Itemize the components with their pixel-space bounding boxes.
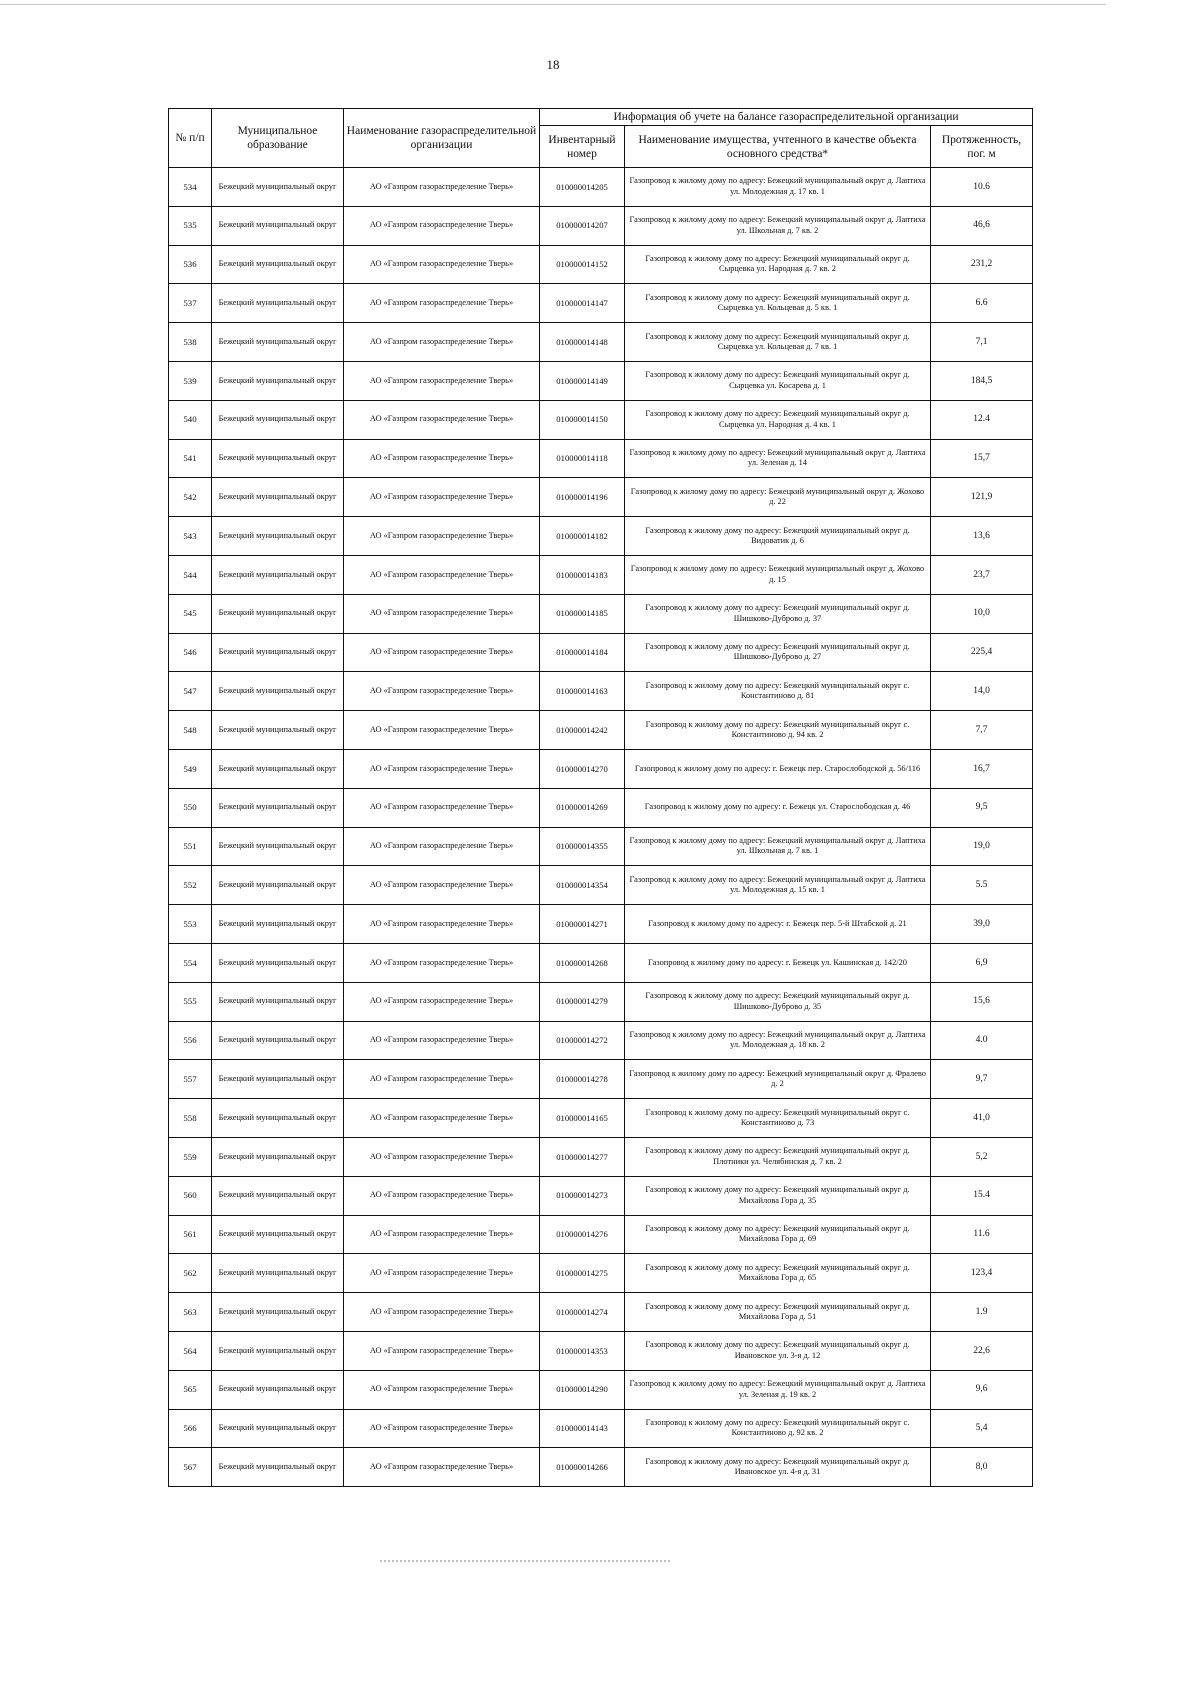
municipality-cell: Бежецкий муниципальный округ [212,400,344,439]
asset-name-cell: Газопровод к жилому дому по адресу: Бежецкий муниципальный округ д. Плотники ул. Челябинская д. 7 кв. 2 [625,1137,931,1176]
header-organization: Наименование газораспределительной организации [344,109,540,168]
row-number-cell: 563 [169,1293,212,1332]
inventory-number-cell: 010000014273 [540,1176,625,1215]
inventory-number-cell: 010000014355 [540,827,625,866]
organization-cell: АО «Газпром газораспределение Тверь» [344,982,540,1021]
inventory-number-cell: 010000014274 [540,1293,625,1332]
organization-cell: АО «Газпром газораспределение Тверь» [344,1370,540,1409]
municipality-cell: Бежецкий муниципальный округ [212,1409,344,1448]
asset-name-cell: Газопровод к жилому дому по адресу: Бежецкий муниципальный округ д. Видоватик д. 6 [625,517,931,556]
organization-cell: АО «Газпром газораспределение Тверь» [344,711,540,750]
municipality-cell: Бежецкий муниципальный округ [212,672,344,711]
inventory-number-cell: 010000014163 [540,672,625,711]
municipality-cell: Бежецкий муниципальный округ [212,1293,344,1332]
row-number-cell: 548 [169,711,212,750]
length-cell: 8,0 [931,1448,1033,1487]
length-cell: 4.0 [931,1021,1033,1060]
length-cell: 16,7 [931,749,1033,788]
row-number-cell: 538 [169,323,212,362]
row-number-cell: 559 [169,1137,212,1176]
municipality-cell: Бежецкий муниципальный округ [212,788,344,827]
inventory-number-cell: 010000014147 [540,284,625,323]
table-row [169,672,1033,711]
row-number-cell: 550 [169,788,212,827]
organization-cell: АО «Газпром газораспределение Тверь» [344,943,540,982]
row-number-cell: 537 [169,284,212,323]
municipality-cell: Бежецкий муниципальный округ [212,284,344,323]
row-number-cell: 564 [169,1331,212,1370]
organization-cell: АО «Газпром газораспределение Тверь» [344,400,540,439]
municipality-cell: Бежецкий муниципальный округ [212,905,344,944]
municipality-cell: Бежецкий муниципальный округ [212,711,344,750]
municipality-cell: Бежецкий муниципальный округ [212,1021,344,1060]
municipality-cell: Бежецкий муниципальный округ [212,749,344,788]
organization-cell: АО «Газпром газораспределение Тверь» [344,555,540,594]
row-number-cell: 549 [169,749,212,788]
municipality-cell: Бежецкий муниципальный округ [212,517,344,556]
length-cell: 10.6 [931,168,1033,207]
asset-name-cell: Газопровод к жилому дому по адресу: Бежецкий муниципальный округ д. Ивановское ул. 3-я д. 12 [625,1331,931,1370]
row-number-cell: 554 [169,943,212,982]
table-row [169,1331,1033,1370]
asset-name-cell: Газопровод к жилому дому по адресу: Бежецкий муниципальный округ д. Лаптиха ул. Зеленая д. 14 [625,439,931,478]
length-cell: 41,0 [931,1099,1033,1138]
municipality-cell: Бежецкий муниципальный округ [212,1099,344,1138]
table-row [169,594,1033,633]
asset-name-cell: Газопровод к жилому дому по адресу: г. Бежецк ул. Кашинская д. 142/20 [625,943,931,982]
gas-assets-table [168,108,1033,1487]
inventory-number-cell: 010000014196 [540,478,625,517]
table-row [169,439,1033,478]
table-row [169,1137,1033,1176]
length-cell: 5.5 [931,866,1033,905]
organization-cell: АО «Газпром газораспределение Тверь» [344,1448,540,1487]
asset-name-cell: Газопровод к жилому дому по адресу: г. Бежецк ул. Старослободская д. 46 [625,788,931,827]
table-row [169,1176,1033,1215]
table-row [169,361,1033,400]
table-row [169,555,1033,594]
row-number-cell: 556 [169,1021,212,1060]
asset-name-cell: Газопровод к жилому дому по адресу: Бежецкий муниципальный округ д. Жохово д. 15 [625,555,931,594]
asset-name-cell: Газопровод к жилому дому по адресу: Бежецкий муниципальный округ д. Фралево д. 2 [625,1060,931,1099]
inventory-number-cell: 010000014290 [540,1370,625,1409]
inventory-number-cell: 010000014152 [540,245,625,284]
table-row [169,943,1033,982]
organization-cell: АО «Газпром газораспределение Тверь» [344,594,540,633]
length-cell: 9,5 [931,788,1033,827]
asset-name-cell: Газопровод к жилому дому по адресу: Бежецкий муниципальный округ д. Лаптиха ул. Молодежная д. 18 кв. 2 [625,1021,931,1060]
table-header [169,109,1033,168]
inventory-number-cell: 010000014272 [540,1021,625,1060]
inventory-number-cell: 010000014143 [540,1409,625,1448]
municipality-cell: Бежецкий муниципальный округ [212,1060,344,1099]
asset-name-cell: Газопровод к жилому дому по адресу: г. Бежецк пер. 5-й Штабской д. 21 [625,905,931,944]
table-row [169,827,1033,866]
asset-name-cell: Газопровод к жилому дому по адресу: Бежецкий муниципальный округ д. Сырцевка ул. Кольцевая д. 7 кв. 1 [625,323,931,362]
length-cell: 11.6 [931,1215,1033,1254]
municipality-cell: Бежецкий муниципальный округ [212,1331,344,1370]
asset-name-cell: Газопровод к жилому дому по адресу: Бежецкий муниципальный округ д. Лаптиха ул. Школьная д. 7 кв. 1 [625,827,931,866]
organization-cell: АО «Газпром газораспределение Тверь» [344,788,540,827]
row-number-cell: 544 [169,555,212,594]
municipality-cell: Бежецкий муниципальный округ [212,1176,344,1215]
table-row [169,1448,1033,1487]
row-number-cell: 566 [169,1409,212,1448]
inventory-number-cell: 010000014354 [540,866,625,905]
municipality-cell: Бежецкий муниципальный округ [212,439,344,478]
row-number-cell: 542 [169,478,212,517]
organization-cell: АО «Газпром газораспределение Тверь» [344,905,540,944]
organization-cell: АО «Газпром газораспределение Тверь» [344,478,540,517]
asset-name-cell: Газопровод к жилому дому по адресу: Бежецкий муниципальный округ д. Лаптиха ул. Молодежная д. 15 кв. 1 [625,866,931,905]
table-row [169,245,1033,284]
row-number-cell: 555 [169,982,212,1021]
organization-cell: АО «Газпром газораспределение Тверь» [344,1215,540,1254]
organization-cell: АО «Газпром газораспределение Тверь» [344,517,540,556]
inventory-number-cell: 010000014118 [540,439,625,478]
length-cell: 121,9 [931,478,1033,517]
municipality-cell: Бежецкий муниципальный округ [212,1215,344,1254]
municipality-cell: Бежецкий муниципальный округ [212,1448,344,1487]
asset-name-cell: Газопровод к жилому дому по адресу: Бежецкий муниципальный округ д. Шишково-Дуброво д. 35 [625,982,931,1021]
inventory-number-cell: 010000014205 [540,168,625,207]
header-num: № п/п [169,109,212,168]
municipality-cell: Бежецкий муниципальный округ [212,1254,344,1293]
table-row [169,982,1033,1021]
table-row [169,788,1033,827]
organization-cell: АО «Газпром газораспределение Тверь» [344,1293,540,1332]
table-row [169,206,1033,245]
length-cell: 5,4 [931,1409,1033,1448]
length-cell: 6.6 [931,284,1033,323]
inventory-number-cell: 010000014275 [540,1254,625,1293]
page-number: 18 [546,57,560,72]
table-row [169,400,1033,439]
table-row [169,517,1033,556]
length-cell: 10,0 [931,594,1033,633]
length-cell: 15.4 [931,1176,1033,1215]
organization-cell: АО «Газпром газораспределение Тверь» [344,1176,540,1215]
table-body [169,168,1033,1487]
inventory-number-cell: 010000014182 [540,517,625,556]
asset-name-cell: Газопровод к жилому дому по адресу: Бежецкий муниципальный округ д. Лаптиха ул. Школьная д. 7 кв. 2 [625,206,931,245]
length-cell: 123,4 [931,1254,1033,1293]
table-row [169,711,1033,750]
table-row [169,1099,1033,1138]
length-cell: 13,6 [931,517,1033,556]
organization-cell: АО «Газпром газораспределение Тверь» [344,323,540,362]
row-number-cell: 536 [169,245,212,284]
inventory-number-cell: 010000014242 [540,711,625,750]
table-row [169,866,1033,905]
asset-name-cell: Газопровод к жилому дому по адресу: Бежецкий муниципальный округ д. Жохово д. 22 [625,478,931,517]
header-balance-group: Информация об учете на балансе газораспределительной организации [540,109,1033,126]
municipality-cell: Бежецкий муниципальный округ [212,943,344,982]
table-row [169,749,1033,788]
table-row [169,478,1033,517]
organization-cell: АО «Газпром газораспределение Тверь» [344,1137,540,1176]
inventory-number-cell: 010000014149 [540,361,625,400]
organization-cell: АО «Газпром газораспределение Тверь» [344,245,540,284]
row-number-cell: 558 [169,1099,212,1138]
asset-name-cell: Газопровод к жилому дому по адресу: Бежецкий муниципальный округ с. Константиново д. 73 [625,1099,931,1138]
asset-name-cell: Газопровод к жилому дому по адресу: Бежецкий муниципальный округ с. Константиново д. 92 кв. 2 [625,1409,931,1448]
inventory-number-cell: 010000014353 [540,1331,625,1370]
asset-name-cell: Газопровод к жилому дому по адресу: Бежецкий муниципальный округ д. Сырцевка ул. Народная д. 4 кв. 1 [625,400,931,439]
table-row [169,168,1033,207]
organization-cell: АО «Газпром газораспределение Тверь» [344,633,540,672]
length-cell: 12.4 [931,400,1033,439]
asset-name-cell: Газопровод к жилому дому по адресу: Бежецкий муниципальный округ д. Ивановское ул. 4-я д. 31 [625,1448,931,1487]
asset-name-cell: Газопровод к жилому дому по адресу: г. Бежецк пер. Старослободской д. 56/116 [625,749,931,788]
inventory-number-cell: 010000014278 [540,1060,625,1099]
municipality-cell: Бежецкий муниципальный округ [212,361,344,400]
inventory-number-cell: 010000014207 [540,206,625,245]
asset-name-cell: Газопровод к жилому дому по адресу: Бежецкий муниципальный округ д. Михайлова Гора д. 65 [625,1254,931,1293]
row-number-cell: 547 [169,672,212,711]
municipality-cell: Бежецкий муниципальный округ [212,1370,344,1409]
inventory-number-cell: 010000014184 [540,633,625,672]
length-cell: 14,0 [931,672,1033,711]
municipality-cell: Бежецкий муниципальный округ [212,206,344,245]
row-number-cell: 562 [169,1254,212,1293]
table-row [169,1293,1033,1332]
top-rule [0,4,1106,5]
length-cell: 9,7 [931,1060,1033,1099]
length-cell: 231,2 [931,245,1033,284]
inventory-number-cell: 010000014165 [540,1099,625,1138]
row-number-cell: 561 [169,1215,212,1254]
table-row [169,1409,1033,1448]
asset-name-cell: Газопровод к жилому дому по адресу: Бежецкий муниципальный округ д. Михайлова Гора д. 51 [625,1293,931,1332]
length-cell: 184,5 [931,361,1033,400]
table-row [169,1021,1033,1060]
length-cell: 5,2 [931,1137,1033,1176]
row-number-cell: 553 [169,905,212,944]
length-cell: 39,0 [931,905,1033,944]
inventory-number-cell: 010000014268 [540,943,625,982]
municipality-cell: Бежецкий муниципальный округ [212,827,344,866]
header-length: Протяженность, пог. м [931,126,1033,168]
municipality-cell: Бежецкий муниципальный округ [212,168,344,207]
asset-name-cell: Газопровод к жилому дому по адресу: Бежецкий муниципальный округ д. Сырцевка ул. Косарева д. 1 [625,361,931,400]
organization-cell: АО «Газпром газораспределение Тверь» [344,672,540,711]
length-cell: 15,6 [931,982,1033,1021]
asset-name-cell: Газопровод к жилому дому по адресу: Бежецкий муниципальный округ д. Михайлова Гора д. 69 [625,1215,931,1254]
municipality-cell: Бежецкий муниципальный округ [212,982,344,1021]
asset-name-cell: Газопровод к жилому дому по адресу: Бежецкий муниципальный округ д. Шишково-Дуброво д. 37 [625,594,931,633]
municipality-cell: Бежецкий муниципальный округ [212,555,344,594]
organization-cell: АО «Газпром газораспределение Тверь» [344,1409,540,1448]
length-cell: 23,7 [931,555,1033,594]
municipality-cell: Бежецкий муниципальный округ [212,245,344,284]
table-row [169,633,1033,672]
municipality-cell: Бежецкий муниципальный округ [212,633,344,672]
table-row [169,1254,1033,1293]
organization-cell: АО «Газпром газораспределение Тверь» [344,168,540,207]
header-asset: Наименование имущества, учтенного в качестве объекта основного средства* [625,126,931,168]
length-cell: 46,6 [931,206,1033,245]
row-number-cell: 560 [169,1176,212,1215]
row-number-cell: 557 [169,1060,212,1099]
organization-cell: АО «Газпром газораспределение Тверь» [344,361,540,400]
row-number-cell: 567 [169,1448,212,1487]
table-row [169,323,1033,362]
table-row [169,1215,1033,1254]
header-municipality: Муниципальное образование [212,109,344,168]
length-cell: 22,6 [931,1331,1033,1370]
organization-cell: АО «Газпром газораспределение Тверь» [344,827,540,866]
asset-name-cell: Газопровод к жилому дому по адресу: Бежецкий муниципальный округ д. Сырцевка ул. Народная д. 7 кв. 2 [625,245,931,284]
length-cell: 225,4 [931,633,1033,672]
header-inventory: Инвентарный номер [540,126,625,168]
organization-cell: АО «Газпром газораспределение Тверь» [344,1099,540,1138]
length-cell: 19,0 [931,827,1033,866]
organization-cell: АО «Газпром газораспределение Тверь» [344,1021,540,1060]
organization-cell: АО «Газпром газораспределение Тверь» [344,284,540,323]
row-number-cell: 534 [169,168,212,207]
length-cell: 9,6 [931,1370,1033,1409]
asset-name-cell: Газопровод к жилому дому по адресу: Бежецкий муниципальный округ д. Сырцевка ул. Кольцевая д. 5 кв. 1 [625,284,931,323]
asset-name-cell: Газопровод к жилому дому по адресу: Бежецкий муниципальный округ д. Лаптиха ул. Молодежная д. 17 кв. 1 [625,168,931,207]
inventory-number-cell: 010000014277 [540,1137,625,1176]
inventory-number-cell: 010000014276 [540,1215,625,1254]
asset-name-cell: Газопровод к жилому дому по адресу: Бежецкий муниципальный округ с. Константиново д. 94 кв. 2 [625,711,931,750]
row-number-cell: 535 [169,206,212,245]
organization-cell: АО «Газпром газораспределение Тверь» [344,866,540,905]
asset-name-cell: Газопровод к жилому дому по адресу: Бежецкий муниципальный округ д. Шишково-Дуброво д. 27 [625,633,931,672]
length-cell: 15,7 [931,439,1033,478]
inventory-number-cell: 010000014150 [540,400,625,439]
inventory-number-cell: 010000014279 [540,982,625,1021]
table-row [169,905,1033,944]
municipality-cell: Бежецкий муниципальный округ [212,478,344,517]
asset-name-cell: Газопровод к жилому дому по адресу: Бежецкий муниципальный округ с. Константиново д. 81 [625,672,931,711]
inventory-number-cell: 010000014271 [540,905,625,944]
row-number-cell: 551 [169,827,212,866]
row-number-cell: 539 [169,361,212,400]
length-cell: 7,7 [931,711,1033,750]
row-number-cell: 540 [169,400,212,439]
row-number-cell: 552 [169,866,212,905]
organization-cell: АО «Газпром газораспределение Тверь» [344,1331,540,1370]
table-row [169,1060,1033,1099]
row-number-cell: 546 [169,633,212,672]
inventory-number-cell: 010000014185 [540,594,625,633]
inventory-number-cell: 010000014148 [540,323,625,362]
municipality-cell: Бежецкий муниципальный округ [212,1137,344,1176]
length-cell: 7,1 [931,323,1033,362]
asset-name-cell: Газопровод к жилому дому по адресу: Бежецкий муниципальный округ д. Михайлова Гора д. 35 [625,1176,931,1215]
asset-name-cell: Газопровод к жилому дому по адресу: Бежецкий муниципальный округ д. Лаптиха ул. Зеленая д. 19 кв. 2 [625,1370,931,1409]
length-cell: 1.9 [931,1293,1033,1332]
organization-cell: АО «Газпром газораспределение Тверь» [344,749,540,788]
table-row [169,284,1033,323]
row-number-cell: 565 [169,1370,212,1409]
organization-cell: АО «Газпром газораспределение Тверь» [344,1254,540,1293]
inventory-number-cell: 010000014183 [540,555,625,594]
table-row [169,1370,1033,1409]
organization-cell: АО «Газпром газораспределение Тверь» [344,439,540,478]
inventory-number-cell: 010000014266 [540,1448,625,1487]
row-number-cell: 545 [169,594,212,633]
organization-cell: АО «Газпром газораспределение Тверь» [344,1060,540,1099]
bottom-scan-marks [380,1560,670,1564]
municipality-cell: Бежецкий муниципальный округ [212,594,344,633]
inventory-number-cell: 010000014269 [540,788,625,827]
row-number-cell: 541 [169,439,212,478]
organization-cell: АО «Газпром газораспределение Тверь» [344,206,540,245]
inventory-number-cell: 010000014270 [540,749,625,788]
municipality-cell: Бежецкий муниципальный округ [212,323,344,362]
length-cell: 6,9 [931,943,1033,982]
municipality-cell: Бежецкий муниципальный округ [212,866,344,905]
row-number-cell: 543 [169,517,212,556]
